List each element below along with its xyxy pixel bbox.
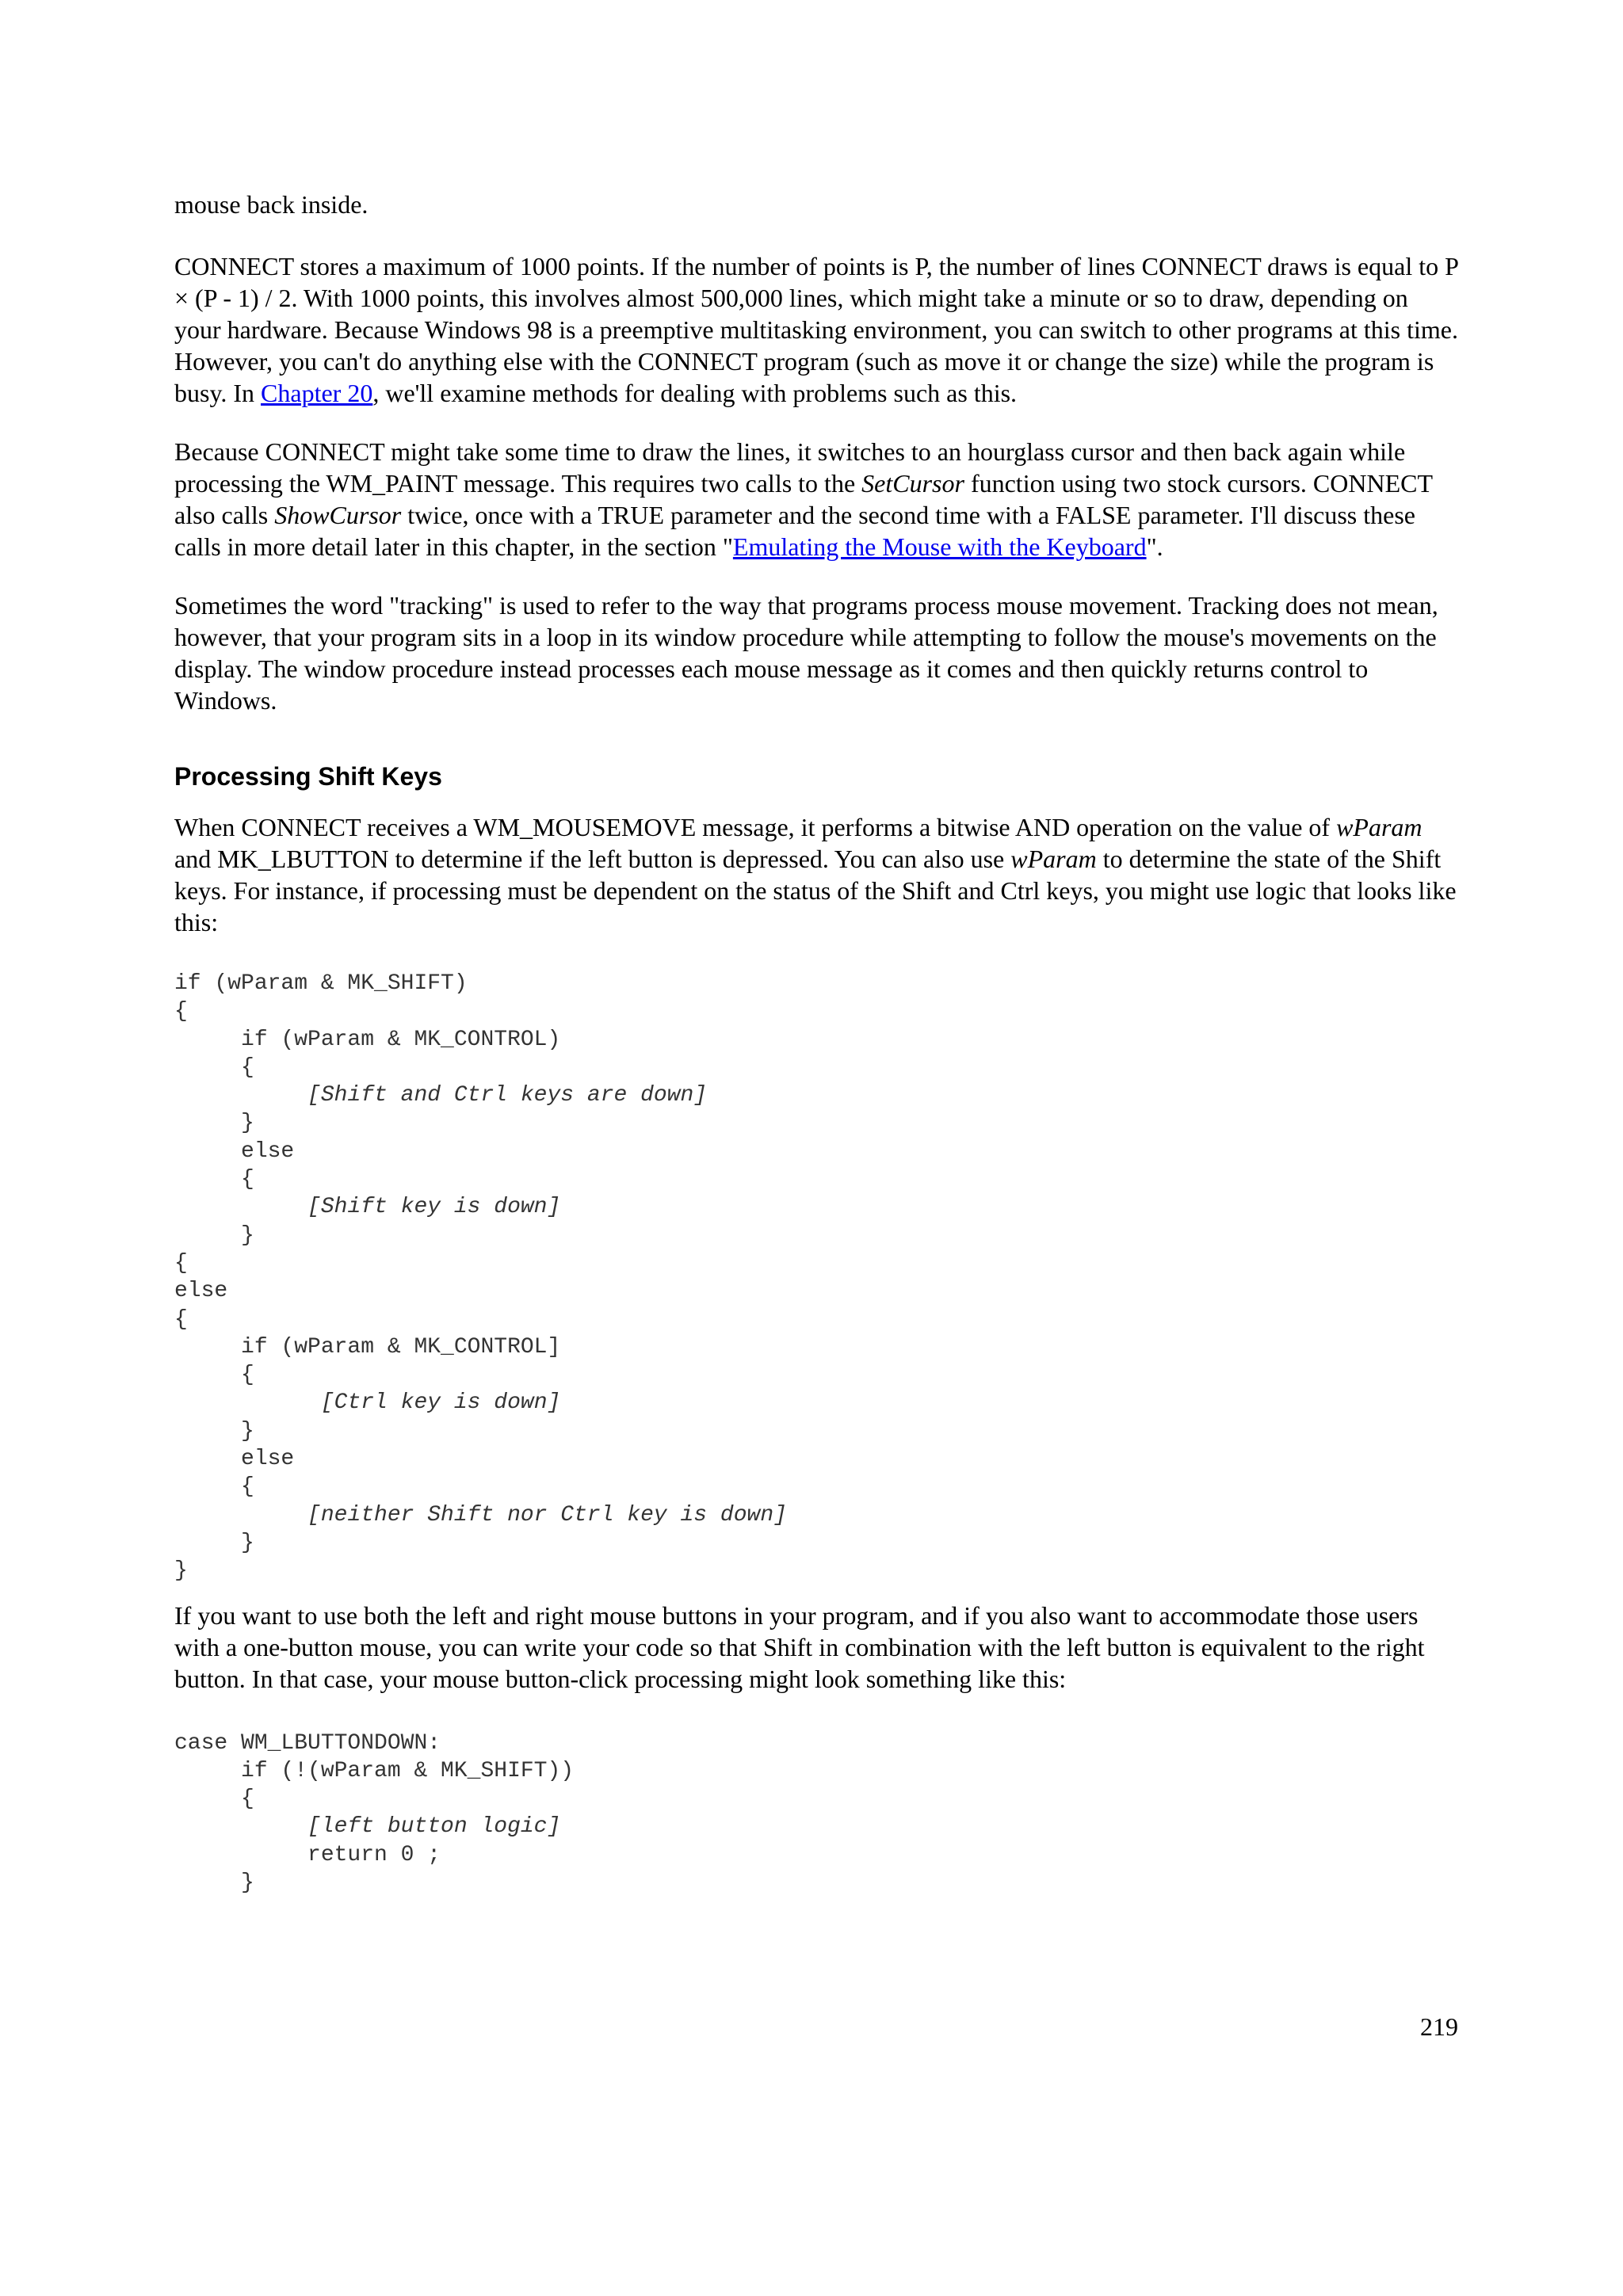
code-line: else bbox=[174, 1138, 295, 1164]
code-line: else bbox=[174, 1279, 228, 1304]
paragraph-text: CONNECT stores a maximum of 1000 points. If the number of points is P, the number of lines CONNECT draws is equal to P × (P - 1) / 2. With 1000 points, this involves almost 500,000 lines, which might take a minute or so to draw, depending on your hardware. Because Windows 98 is a preemptive multitasking environment, you can switch to other programs at this time. However, you can't do anything else with the CONNECT program (such as move it or change the size) while the program is busy. In bbox=[174, 252, 1458, 407]
section-heading: Processing Shift Keys bbox=[174, 762, 442, 791]
paragraph-text: and MK_LBUTTON to determine if the left button is depressed. You can also use bbox=[174, 845, 1011, 873]
paragraph-text: Because CONNECT might take some time to draw the lines, it switches to an hourglass cursor and then back again while processing the WM_PAINT message. This requires two calls to the bbox=[174, 437, 1406, 498]
code-line: { bbox=[174, 999, 188, 1024]
code-indent bbox=[174, 1083, 307, 1108]
code-line: { bbox=[174, 1167, 254, 1192]
paragraph: Sometimes the word "tracking" is used to refer to the way that programs process mouse movement. Tracking does not mean, however, that your program sits in a loop in its window procedure while attempting to follow the mouse's movements on the display. The window procedure instead processes each mouse message as it comes and then quickly returns control to Windows. bbox=[174, 591, 1438, 715]
function-name: ShowCursor bbox=[274, 501, 402, 529]
paragraph bbox=[174, 250, 1458, 409]
code-line: { bbox=[174, 1363, 254, 1388]
code-line: { bbox=[174, 1250, 188, 1276]
code-line: if (wParam & MK_CONTROL] bbox=[174, 1334, 561, 1360]
code-comment: [left button logic] bbox=[307, 1814, 561, 1840]
paragraph: mouse back inside. bbox=[174, 190, 369, 219]
code-line: } bbox=[174, 1871, 254, 1896]
code-line: if (wParam & MK_CONTROL) bbox=[174, 1027, 561, 1052]
code-block bbox=[174, 1730, 1458, 1897]
page-content bbox=[174, 189, 1458, 1911]
code-comment: [neither Shift nor Ctrl key is down] bbox=[307, 1502, 787, 1527]
code-line: } bbox=[174, 1558, 188, 1584]
code-line: } bbox=[174, 1418, 254, 1444]
code-comment: [Shift key is down] bbox=[307, 1195, 561, 1220]
code-line: if (!(wParam & MK_SHIFT)) bbox=[174, 1758, 575, 1783]
paragraph: If you want to use both the left and right mouse buttons in your program, and if you also want to accommodate those users with a one-button mouse, you can write your code so that Shift in combination with the left button is equivalent to the right button. In that case, your mouse button-click processing might look something like this: bbox=[174, 1600, 1425, 1693]
parameter-name: wParam bbox=[1010, 845, 1097, 873]
paragraph-text: When CONNECT receives a WM_MOUSEMOVE message, it performs a bitwise AND operation on the value of bbox=[174, 813, 1337, 841]
code-comment: [Ctrl key is down] bbox=[320, 1390, 561, 1416]
code-indent bbox=[174, 1503, 307, 1527]
emulating-mouse-link[interactable]: Emulating the Mouse with the Keyboard bbox=[732, 532, 1147, 561]
code-indent bbox=[174, 1390, 321, 1415]
code-line: { bbox=[174, 1787, 254, 1812]
code-indent bbox=[174, 1195, 307, 1219]
code-line: { bbox=[174, 1306, 188, 1332]
code-comment: [Shift and Ctrl keys are down] bbox=[307, 1083, 708, 1108]
parameter-name: wParam bbox=[1336, 813, 1423, 841]
paragraph bbox=[174, 811, 1458, 938]
code-line: { bbox=[174, 1474, 254, 1500]
chapter-20-link[interactable]: Chapter 20 bbox=[261, 379, 373, 407]
code-line: } bbox=[174, 1222, 254, 1248]
code-block bbox=[174, 970, 1458, 1585]
page-number: 219 bbox=[1420, 2012, 1458, 2041]
paragraph-text: ". bbox=[1146, 532, 1163, 561]
paragraph-text: twice, once with a TRUE parameter and the second time with a FALSE parameter. I'll discuss these calls in more detail later in this chapter, in the section " bbox=[174, 501, 1415, 561]
code-line: { bbox=[174, 1055, 254, 1080]
paragraph-text: to determine the state of the Shift keys. For instance, if processing must be dependent on the status of the Shift and Ctrl keys, you might use logic that looks like this: bbox=[174, 845, 1457, 936]
paragraph bbox=[174, 436, 1458, 563]
paragraph-text: , we'll examine methods for dealing with problems such as this. bbox=[372, 379, 1018, 407]
code-indent bbox=[174, 1814, 307, 1839]
function-name: SetCursor bbox=[861, 469, 964, 498]
code-line: } bbox=[174, 1111, 254, 1136]
code-line: } bbox=[174, 1530, 254, 1555]
code-line: if (wParam & MK_SHIFT) bbox=[174, 971, 468, 996]
paragraph-text: function using two stock cursors. CONNECT also calls bbox=[174, 469, 1433, 529]
code-line: return 0 ; bbox=[174, 1842, 441, 1867]
code-line: case WM_LBUTTONDOWN: bbox=[174, 1730, 441, 1756]
code-line: else bbox=[174, 1447, 295, 1472]
